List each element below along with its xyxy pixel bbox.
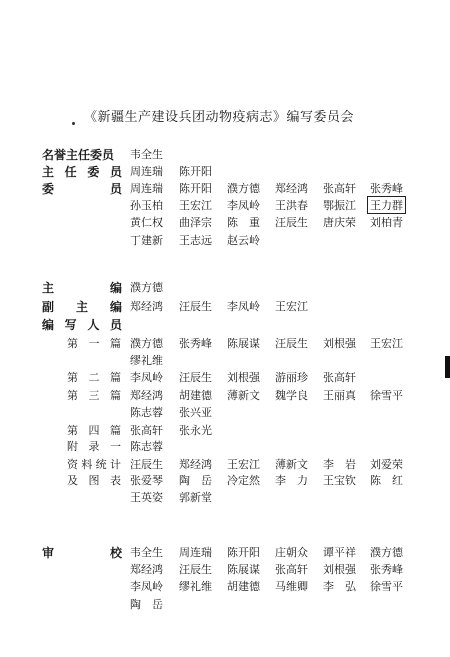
label-char: 篇 — [110, 424, 121, 437]
member-name: 张永光 — [179, 424, 212, 437]
group-label — [42, 544, 122, 561]
member-name: 陈志蓉 — [130, 406, 163, 420]
label-char: 第 — [67, 424, 78, 437]
member-name: 张秀峰 — [370, 182, 403, 195]
member-name: 刘爱荣 — [370, 458, 403, 471]
member-name: 周连瑞 — [130, 182, 163, 195]
group-label — [42, 316, 122, 333]
member-name: 陈开阳 — [179, 165, 212, 178]
member-name: 李 岩 — [323, 458, 356, 471]
label-char: 表 — [110, 474, 121, 487]
member-name: 郑经鸿 — [130, 389, 163, 402]
label-char: 主 — [42, 165, 55, 179]
label-char: 附 — [67, 440, 78, 453]
member-name: 张兴亚 — [179, 406, 212, 420]
member-name: 周连瑞 — [130, 165, 163, 178]
member-name: 孙玉柏 — [130, 199, 163, 213]
member-name: 陶 岳 — [179, 474, 212, 487]
label-char: 员 — [109, 165, 122, 179]
member-name: 李凤岭 — [227, 199, 260, 213]
member-name: 濮方德 — [130, 337, 163, 350]
label-char: 第 — [67, 371, 78, 384]
member-name: 王英姿 — [130, 491, 163, 505]
member-name: 汪辰生 — [179, 300, 212, 313]
label-char: 委 — [87, 165, 100, 179]
member-name: 王宏江 — [275, 300, 308, 313]
member-name: 王宝钦 — [323, 474, 356, 487]
label-char: 四 — [88, 424, 100, 437]
member-name: 王力群 — [367, 196, 406, 214]
member-name: 游丽珍 — [275, 371, 308, 384]
member-name: 赵云岭 — [227, 233, 260, 247]
member-name: 冷定然 — [227, 474, 260, 487]
member-name: 刘根强 — [227, 371, 260, 384]
group-label — [42, 163, 122, 180]
member-name: 李凤岭 — [130, 371, 163, 384]
margin-dot — [72, 122, 75, 125]
member-name: 马维卿 — [275, 580, 308, 594]
member-name: 陈展谋 — [227, 563, 260, 577]
member-name: 李凤岭 — [227, 300, 260, 313]
label-char: 资 — [67, 458, 78, 471]
group-label — [67, 456, 121, 472]
label-char: 编 — [109, 281, 122, 295]
label-char: 编 — [109, 300, 122, 314]
member-name: 徐雪平 — [370, 580, 403, 594]
label-char: 录 — [88, 440, 100, 453]
member-name: 汪辰生 — [275, 216, 308, 230]
label-char: 委 — [42, 182, 55, 196]
member-name: 徐雪平 — [370, 389, 403, 402]
member-name: 李凤岭 — [130, 580, 163, 594]
member-name: 张高轩 — [275, 563, 308, 577]
group-label — [67, 438, 121, 454]
label-char: 一 — [110, 440, 121, 453]
member-name: 王丽真 — [323, 389, 356, 402]
label-char: 第 — [67, 337, 78, 350]
member-name: 王宏江 — [370, 337, 403, 350]
label-char: 第 — [67, 389, 78, 402]
member-name: 陈开阳 — [179, 182, 212, 195]
label-char: 副 — [42, 300, 55, 314]
member-name: 汪辰生 — [179, 563, 212, 577]
member-name: 张高轩 — [323, 182, 356, 195]
member-name: 鄂振江 — [323, 199, 356, 213]
member-name: 胡建德 — [179, 389, 212, 402]
page-edge-mark — [445, 356, 450, 378]
member-name: 缪礼维 — [130, 354, 163, 368]
member-name: 陶 岳 — [130, 597, 163, 611]
label-char: 二 — [88, 371, 100, 384]
member-name: 李 力 — [275, 474, 308, 487]
member-name: 郑经鸿 — [130, 300, 163, 313]
label-char: 主 — [75, 300, 88, 314]
group-label — [42, 279, 122, 296]
label-char: 一 — [88, 337, 100, 350]
label-char: 校 — [109, 546, 122, 560]
member-name: 曲泽宗 — [179, 216, 212, 230]
member-name: 薄新文 — [275, 458, 308, 471]
label-char: 篇 — [110, 337, 121, 350]
member-name: 陈展谋 — [227, 337, 260, 350]
member-name: 汪辰生 — [130, 458, 163, 471]
label-char: 统 — [95, 458, 107, 471]
member-name: 郑经鸿 — [179, 458, 212, 471]
member-name: 濮方德 — [130, 281, 163, 294]
member-name: 刘根强 — [323, 337, 356, 350]
label-char: 主 — [42, 281, 55, 295]
label-char: 料 — [81, 458, 93, 471]
member-name: 黄仁权 — [130, 216, 163, 230]
label-char: 审 — [42, 546, 55, 560]
label-char: 计 — [109, 458, 121, 471]
label-char: 图 — [88, 474, 100, 487]
member-name: 魏学良 — [275, 389, 308, 402]
member-name: 张秀峰 — [179, 337, 212, 350]
group-label — [67, 369, 121, 385]
label-char: 写 — [64, 318, 77, 332]
group-label — [67, 472, 121, 488]
member-name: 韦全生 — [130, 546, 163, 559]
member-name: 王宏江 — [179, 199, 212, 213]
group-label — [67, 422, 121, 438]
label-char: 编 — [42, 318, 55, 332]
member-name: 张秀峰 — [370, 563, 403, 577]
label-char: 及 — [67, 474, 78, 487]
member-name: 濮方德 — [227, 182, 260, 195]
group-label — [67, 335, 121, 351]
label-char: 篇 — [110, 371, 121, 384]
member-name: 张高轩 — [323, 371, 356, 384]
member-name: 韦全生 — [130, 148, 163, 161]
label-char: 人 — [87, 318, 100, 332]
member-name: 丁建新 — [130, 233, 163, 247]
member-name: 王宏江 — [227, 458, 260, 471]
member-name: 王洪春 — [275, 199, 308, 213]
member-name: 陈 重 — [227, 216, 260, 230]
label-char: 员 — [109, 182, 122, 196]
member-name: 汪辰生 — [275, 337, 308, 350]
member-name: 唐庆荣 — [323, 216, 356, 230]
member-name: 张高轩 — [130, 424, 163, 437]
label-char: 三 — [88, 389, 100, 402]
group-label — [42, 180, 122, 197]
member-name: 陈志蓉 — [130, 440, 163, 453]
member-name: 郑经鸿 — [275, 182, 308, 195]
member-name: 濮方德 — [370, 546, 403, 559]
group-label: 名誉主任委员 — [42, 148, 115, 162]
member-name: 谭平祥 — [323, 546, 356, 559]
member-name: 郑经鸿 — [130, 563, 163, 577]
member-name: 刘根强 — [323, 563, 356, 577]
member-name: 刘柏青 — [370, 216, 403, 230]
member-name: 王志远 — [179, 233, 212, 247]
member-name: 李 弘 — [323, 580, 356, 594]
label-char: 员 — [109, 318, 122, 332]
label-char: 篇 — [110, 389, 121, 402]
member-name: 陈开阳 — [227, 546, 260, 559]
member-name: 胡建德 — [227, 580, 260, 594]
group-label — [67, 387, 121, 403]
member-name: 庄朝众 — [275, 546, 308, 559]
member-name: 薄新文 — [227, 389, 260, 402]
label-char: 任 — [64, 165, 77, 179]
member-name: 陈 红 — [370, 474, 403, 487]
member-name: 周连瑞 — [179, 546, 212, 559]
member-name: 张爱琴 — [130, 474, 163, 487]
group-label — [42, 298, 122, 315]
member-name: 郭新堂 — [179, 491, 212, 505]
member-name: 汪辰生 — [179, 371, 212, 384]
member-name: 缪礼维 — [179, 580, 212, 594]
page-title: 《新疆生产建设兵团动物疫病志》编写委员会 — [84, 110, 355, 125]
